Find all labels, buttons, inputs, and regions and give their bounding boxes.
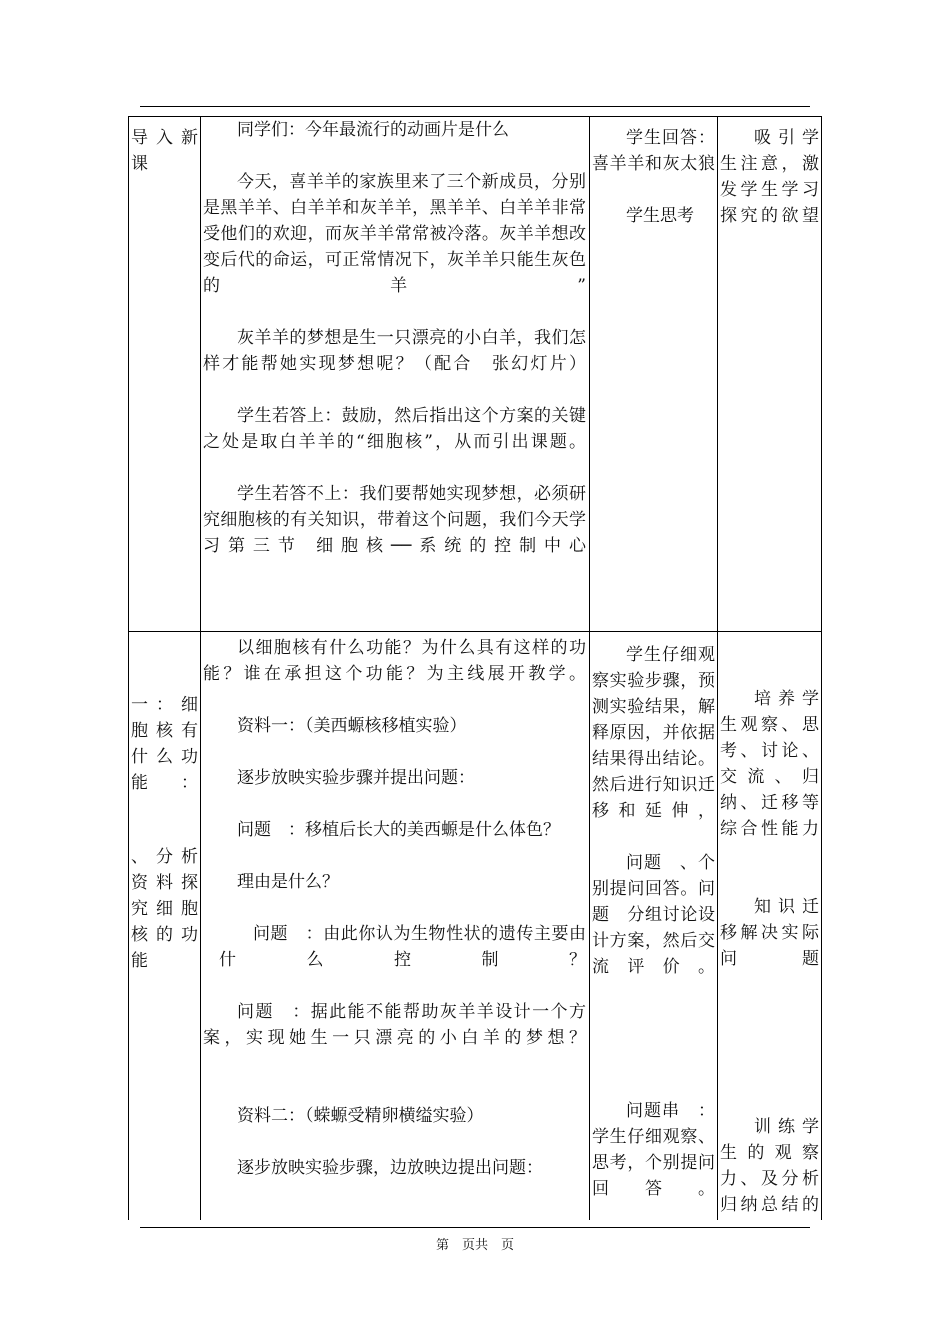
row2-paragraph: 逐步放映实验步骤并提出问题： (237, 768, 475, 788)
row1-student-text: 学生回答：喜羊羊和灰太狼 (592, 128, 715, 174)
row1-purpose-text: 吸引学生注意，激发学生学习探究的欲望 (720, 128, 819, 226)
footer-rule (140, 1227, 810, 1228)
row2-student-cell (592, 642, 715, 1202)
page-footer: 第 页共 页 (435, 1238, 514, 1253)
row2-paragraph: 以细胞核有什么功能？为什么具有这样的功能？谁在承担这个功能？为主线展开教学。 (203, 638, 586, 684)
row1-stage: 导 入 新课 (131, 128, 198, 174)
row2-stage-cell (131, 692, 198, 974)
row2-paragraph: 逐步放映实验步骤，边放映边提出问题： (237, 1158, 543, 1178)
row2-paragraph: 问题 ：移植后长大的美西螈是什么体色？ (237, 820, 560, 840)
row1-student-text: 学生思考 (626, 206, 694, 226)
table-divider-1 (200, 116, 201, 1220)
table-border-left (128, 116, 129, 1220)
row2-purpose-text: 知识迁移解决实际问题 (720, 897, 819, 969)
row2-paragraph: 资料一：（美西螈核移植实验） (237, 716, 467, 736)
row2-content-cell (203, 635, 586, 1181)
row2-purpose-text: 培养学生观察、思考、讨论、交流、归纳、迁移等综合性能力 (720, 689, 819, 839)
row1-paragraph: 同学们：今年最流行的动画片是什么 (237, 120, 509, 140)
row1-paragraph: 今天，喜羊羊的家族里来了三个新成员，分别是黑羊羊、白羊羊和灰羊羊，黑羊羊、白羊羊非常受他们的欢迎，而灰羊羊常常被冷落。灰羊羊想改变后代的命运，可正常情况下，灰羊羊只能生灰色的羊” (203, 172, 586, 296)
row2-stage-title: 一：细胞核有什么功能： (131, 695, 198, 793)
row2-purpose-text: 训练学生的观察力、及分析归纳总结的 (720, 1117, 819, 1215)
row1-content-cell (203, 117, 586, 559)
row1-stage-cell (131, 125, 198, 177)
row2-student-text: 问题 、个别提问回答。问题 分组讨论设计方案，然后交流评价。 (592, 853, 715, 977)
row2-paragraph: 资料二：（蝾螈受精卵横缢实验） (237, 1106, 484, 1126)
row1-paragraph: 灰羊羊的梦想是生一只漂亮的小白羊，我们怎样才能帮她实现梦想呢？（配合 张幻灯片） (203, 328, 586, 374)
row2-paragraph: 理由是什么？ (237, 872, 339, 892)
row1-paragraph: 学生若答上：鼓励，然后指出这个方案的关键之处是取白羊羊的“细胞核”，从而引出课题。 (203, 406, 586, 452)
row2-student-text: 问题串 ：学生仔细观察、思考，个别提问回答。 (592, 1101, 715, 1199)
table-divider-2 (589, 116, 590, 1220)
table-border-right (821, 116, 822, 1220)
row1-purpose-cell (720, 125, 819, 229)
row1-paragraph: 学生若答不上：我们要帮她实现梦想，必须研究细胞核的有关知识，带着这个问题，我们今天学习第三节 细胞核──系统的控制中心 (203, 484, 586, 556)
table-row-separator (128, 631, 822, 632)
header-rule (140, 106, 810, 107)
row2-paragraph: 问题 ：据此能不能帮助灰羊羊设计一个方案，实现她生一只漂亮的小白羊的梦想？ (203, 1002, 586, 1048)
table-divider-3 (717, 116, 718, 1220)
row2-purpose-cell (720, 686, 819, 1218)
row2-student-text: 学生仔细观察实验步骤，预测实验结果，解释原因，并依据结果得出结论。然后进行知识迁移和延伸， (592, 645, 715, 821)
row2-paragraph: 问题 ：由此你认为生物性状的遗传主要由什么控制？ (219, 924, 586, 970)
row1-student-cell (592, 125, 715, 229)
row2-stage-subtitle: 、分析资料探究细胞核的功能 (131, 847, 198, 971)
